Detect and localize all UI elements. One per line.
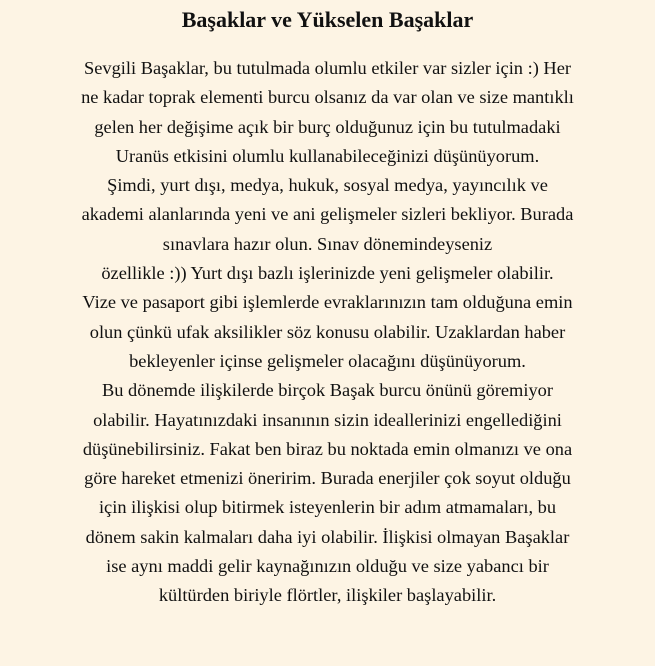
text-line: akademi alanlarında yeni ve ani gelişmeler sizleri bekliyor. Burada xyxy=(81,204,574,225)
text-line: bekleyenler içinse gelişmeler olacağını düşünüyorum. xyxy=(129,350,526,371)
text-line: ne kadar toprak elementi burcu olsanız da var olan ve size mantıklı xyxy=(81,87,574,108)
text-line: Sevgili Başaklar, bu tutulmada olumlu etkiler var sizler için :) Her xyxy=(84,58,571,78)
text-line: gelen her değişime açık bir burç olduğunuz için bu tutulmadaki xyxy=(94,116,561,137)
text-line: göre hareket etmenizi öneririm. Burada enerjiler çok soyut olduğu xyxy=(84,468,571,489)
text-line: olabilir. Hayatınızdaki insanının sizin ideallerinizi engellediğini xyxy=(93,409,562,430)
document-body xyxy=(8,54,647,611)
text-line: için ilişkisi olup bitirmek isteyenlerin bir adım atmamaları, bu xyxy=(98,497,557,518)
text-line: Vize ve pasaport gibi işlemlerde evraklarınızın tam olduğuna emin xyxy=(82,292,573,313)
text-line: Şimdi, yurt dışı, medya, hukuk, sosyal medya, yayıncılık ve xyxy=(107,175,548,196)
text-line: Bu dönemde ilişkilerde birçok Başak burcu önünü göremiyor xyxy=(102,380,553,401)
text-line: dönem sakin kalmaları daha iyi olabilir. İlişkisi olmayan Başaklar xyxy=(85,526,570,547)
text-line: düşünebilirsiniz. Fakat ben biraz bu noktada emin olmanızı ve ona xyxy=(82,438,573,459)
text-line: ise aynı maddi gelir kaynağınızın olduğu ve size yabancı bir xyxy=(106,556,549,577)
text-line: kültürden biriyle flörtler, ilişkiler başlayabilir. xyxy=(158,585,497,606)
text-line: Uranüs etkisini olumlu kullanabileceğinizi düşünüyorum. xyxy=(115,145,540,166)
document-title: Başaklar ve Yükselen Başaklar xyxy=(181,7,474,32)
text-line: sınavlara hazır olun. Sınav dönemindeyseniz xyxy=(162,233,493,254)
text-line: olun çünkü ufak aksilikler söz konusu olabilir. Uzaklardan haber xyxy=(89,321,566,342)
text-line: özellikle :)) Yurt dışı bazlı işlerinizde yeni gelişmeler olabilir. xyxy=(101,263,554,284)
